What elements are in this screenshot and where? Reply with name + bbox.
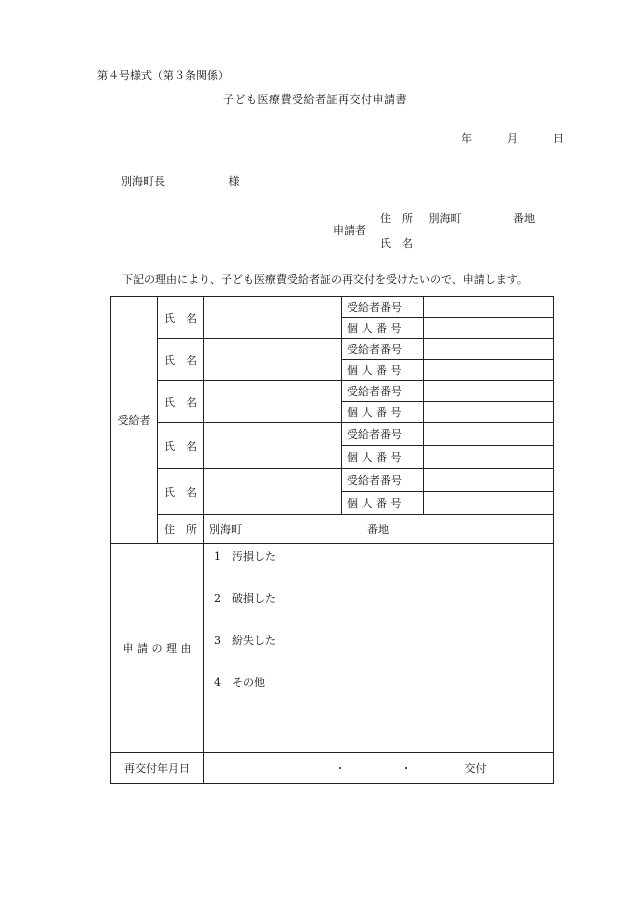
personal-no-field[interactable] — [424, 360, 554, 381]
recipient-row — [111, 297, 554, 318]
recipient-no-field[interactable] — [424, 339, 554, 360]
personal-no-label: 個 人 番 号 — [342, 492, 424, 515]
reissue-sep: ・ — [400, 762, 412, 775]
recipient-no-label: 受給者番号 — [342, 339, 424, 360]
applicant-label: 申請者 — [333, 224, 366, 237]
reissue-date-label: 再交付年月日 — [111, 753, 204, 784]
reissue-date-field[interactable] — [204, 753, 554, 784]
reason-option[interactable]: 4 その他 — [214, 676, 265, 689]
applicant-address-banchi: 番地 — [513, 212, 535, 225]
reissue-sep: ・ — [334, 762, 346, 775]
date-day: 日 — [553, 132, 564, 145]
applicant-address-town: 別海町 — [428, 212, 462, 225]
recipient-name-field[interactable] — [204, 381, 342, 423]
personal-no-label: 個 人 番 号 — [342, 402, 424, 423]
addressee-name: 別海町長 — [121, 175, 165, 188]
recipient-row — [111, 469, 554, 492]
recipient-no-field[interactable] — [424, 469, 554, 492]
name-label: 氏 名 — [158, 423, 204, 469]
address-label: 住 所 — [158, 515, 204, 544]
recipient-no-label: 受給者番号 — [342, 381, 424, 402]
form-id-label: 第４号様式（第３条関係） — [97, 69, 229, 82]
reason-label: 申 請 の 理 由 — [111, 544, 204, 753]
personal-no-field[interactable] — [424, 318, 554, 339]
name-label: 氏 名 — [158, 381, 204, 423]
personal-no-field[interactable] — [424, 492, 554, 515]
recipients-label: 受給者 — [111, 297, 158, 544]
recipient-no-label: 受給者番号 — [342, 297, 424, 318]
recipient-name-field[interactable] — [204, 297, 342, 339]
recipient-row — [111, 339, 554, 360]
recipient-no-field[interactable] — [424, 381, 554, 402]
applicant-name-label: 氏 名 — [380, 237, 413, 250]
address-town: 別海町 — [209, 523, 242, 536]
addressee-honorific: 様 — [228, 175, 240, 188]
date-year: 年 — [461, 132, 472, 145]
reason-option[interactable]: 1 汚損した — [214, 550, 276, 563]
recipient-row — [111, 423, 554, 446]
date-line — [461, 130, 564, 146]
personal-no-label: 個 人 番 号 — [342, 446, 424, 469]
reissue-date-row — [111, 753, 554, 784]
reason-option[interactable]: 2 破損した — [214, 592, 276, 605]
recipient-name-field[interactable] — [204, 339, 342, 381]
recipient-name-field[interactable] — [204, 469, 342, 515]
recipient-no-field[interactable] — [424, 423, 554, 446]
applicant-address-label: 住 所 — [380, 212, 413, 225]
personal-no-field[interactable] — [424, 446, 554, 469]
date-month: 月 — [507, 132, 518, 145]
request-statement: 下記の理由により、子ども医療費受給者証の再交付を受けたいので、申請します。 — [122, 273, 528, 286]
personal-no-field[interactable] — [424, 402, 554, 423]
application-table — [110, 296, 554, 784]
applicant-name — [380, 235, 413, 251]
addressee — [121, 173, 240, 189]
applicant-address — [380, 210, 535, 226]
recipient-address-row — [111, 515, 554, 544]
document-title: 子ども医療費受給者証再交付申請書 — [223, 93, 407, 106]
reissue-suffix: 交付 — [464, 762, 487, 775]
name-label: 氏 名 — [158, 469, 204, 515]
reason-options — [204, 544, 554, 753]
reason-option[interactable]: 3 紛失した — [214, 634, 276, 647]
personal-no-label: 個 人 番 号 — [342, 360, 424, 381]
personal-no-label: 個 人 番 号 — [342, 318, 424, 339]
reason-row — [111, 544, 554, 753]
recipient-name-field[interactable] — [204, 423, 342, 469]
recipient-no-label: 受給者番号 — [342, 423, 424, 446]
recipient-no-label: 受給者番号 — [342, 469, 424, 492]
recipient-no-field[interactable] — [424, 297, 554, 318]
name-label: 氏 名 — [158, 339, 204, 381]
name-label: 氏 名 — [158, 297, 204, 339]
address-banchi: 番地 — [367, 523, 389, 536]
recipient-row — [111, 381, 554, 402]
address-field[interactable] — [204, 515, 554, 544]
